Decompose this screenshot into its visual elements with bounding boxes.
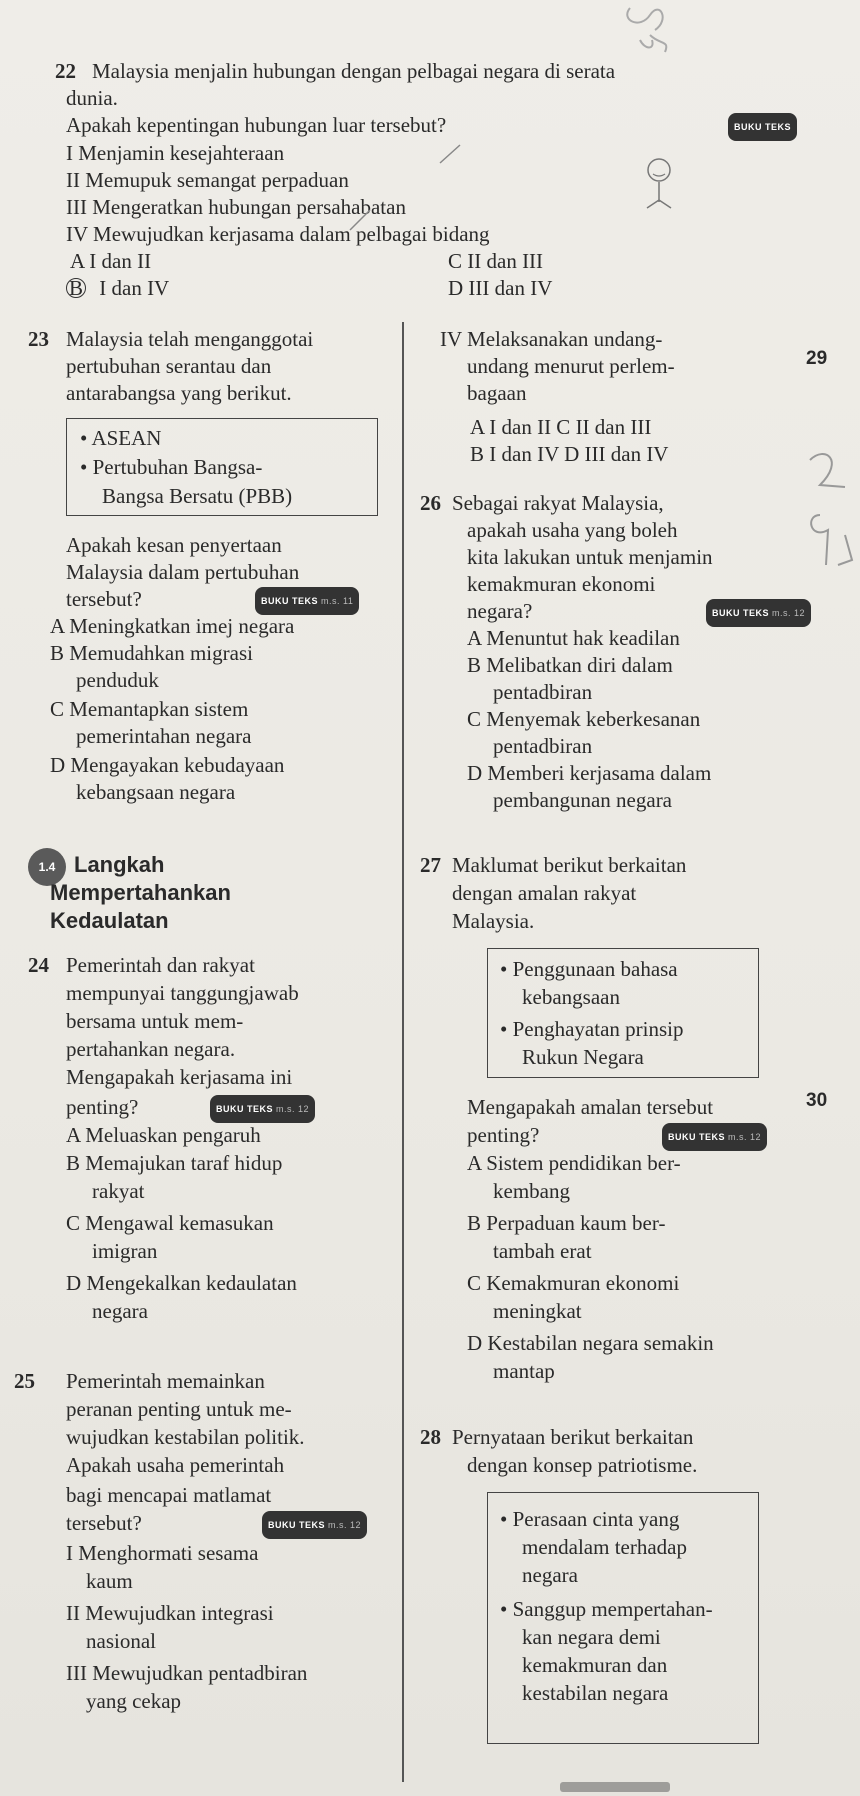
q22-option-b[interactable]: B I dan IV (70, 275, 169, 301)
q23-option-d-cont: kebangsaan negara (76, 780, 236, 804)
q27-box-item2-cont: Rukun Negara (522, 1045, 644, 1069)
q22-option-a[interactable]: A I dan II (70, 249, 152, 273)
q28-box-item2-cont2: kemakmuran dan (522, 1653, 668, 1677)
q27-option-c[interactable]: C Kemakmuran ekonomi (467, 1271, 680, 1295)
q24-option-a[interactable]: A Meluaskan pengaruh (66, 1123, 261, 1147)
q26-option-d[interactable]: D Memberi kerjasama dalam (467, 761, 712, 785)
q24-stem-line1: Pemerintah dan rakyat (66, 953, 255, 977)
q28-number: 28 (420, 1425, 441, 1449)
q28-box-item1: • Perasaan cinta yang (500, 1507, 680, 1531)
q27-option-b-cont: tambah erat (493, 1239, 592, 1263)
q24-stem-line3: bersama untuk mem- (66, 1009, 244, 1033)
q26-stem-line5: negara? (467, 599, 533, 623)
smiley-doodle (635, 150, 685, 230)
q28-box-item2: • Sanggup mempertahan- (500, 1597, 713, 1621)
q25-item-iii-cont: yang cekap (86, 1689, 182, 1713)
q27-question-line1: Mengapakah amalan tersebut (467, 1095, 714, 1119)
q27-box-item2: • Penghayatan prinsip (500, 1017, 684, 1041)
column-divider (402, 322, 404, 1782)
q23-option-a[interactable]: A Meningkatkan imej negara (50, 614, 295, 638)
q26-option-c[interactable]: C Menyemak keberkesanan (467, 707, 701, 731)
q26-option-b[interactable]: B Melibatkan diri dalam (467, 653, 673, 677)
q24-option-d[interactable]: D Mengekalkan kedaulatan (66, 1271, 297, 1295)
q24-option-c-cont: imigran (92, 1239, 158, 1263)
q23-option-c[interactable]: C Memantapkan sistem (50, 697, 249, 721)
q26-stem-line1: Sebagai rakyat Malaysia, (452, 491, 664, 515)
q22-stem-line3: Apakah kepentingan hubungan luar tersebut? (66, 113, 447, 137)
q22-stem-line2: dunia. (66, 86, 118, 110)
q26-stem-line4: kemakmuran ekonomi (467, 572, 656, 596)
q27-option-a-cont: kembang (493, 1179, 570, 1203)
q25-stem-line6: tersebut? (66, 1511, 142, 1535)
q23-item-iv-cont1: undang menurut perlem- (467, 354, 675, 378)
q24-option-b-cont: rakyat (92, 1179, 145, 1203)
q24-stem-line6: penting? (66, 1095, 139, 1119)
q25-number: 25 (14, 1369, 35, 1393)
q25-item-ii-cont: nasional (86, 1629, 156, 1653)
q28-box-item1-cont1: mendalam terhadap (522, 1535, 688, 1559)
q24-stem-line4: pertahankan negara. (66, 1037, 236, 1061)
q28-box-item2-cont3: kestabilan negara (522, 1681, 669, 1705)
q23-option-d[interactable]: D Mengayakan kebudayaan (50, 753, 285, 777)
q25-item-iii: III Mewujudkan pentadbiran (66, 1661, 308, 1685)
q23-item-iv: IV Melaksanakan undang- (440, 327, 663, 351)
q26-number: 26 (420, 491, 441, 515)
q23-option-c-cont: pemerintahan negara (76, 724, 252, 748)
q27-stem-line3: Malaysia. (452, 909, 535, 933)
q25-stem-line2: peranan penting untuk me- (66, 1397, 292, 1421)
q24-option-c[interactable]: C Mengawal kemasukan (66, 1211, 274, 1235)
q27-box-item1: • Penggunaan bahasa (500, 957, 678, 981)
q23-textbook-badge: BUKU TEKS m.s. 11 (255, 586, 359, 615)
q25-stem-line4: Apakah usaha pemerintah (66, 1453, 285, 1477)
q28-box-item1-cont2: negara (522, 1563, 578, 1587)
q24-textbook-badge: BUKU TEKS m.s. 12 (210, 1094, 315, 1123)
q26-option-c-cont: pentadbiran (493, 734, 593, 758)
q28-box-item2-cont1: kan negara demi (522, 1625, 661, 1649)
q23-item-iv-cont2: bagaan (467, 381, 527, 405)
q23-stem-line2: pertubuhan serantau dan (66, 354, 272, 378)
bottom-edge-smudge (560, 1782, 670, 1792)
q23-box-item1: • ASEAN (80, 426, 162, 450)
q24-number: 24 (28, 953, 49, 977)
margin-number-30: 30 (806, 1090, 828, 1111)
q22-option-c[interactable]: C II dan III (448, 249, 544, 273)
q23-option-b-cont: penduduk (76, 668, 159, 692)
q22-item-i: I Menjamin kesejahteraan (66, 141, 285, 165)
q25-textbook-badge: BUKU TEKS m.s. 12 (262, 1510, 367, 1539)
q23-box-item2-cont: Bangsa Bersatu (PBB) (102, 484, 293, 508)
q23-box-item2: • Pertubuhan Bangsa- (80, 455, 263, 479)
pencil-marks-q22 (330, 135, 470, 240)
q24-option-d-cont: negara (92, 1299, 148, 1323)
handwritten-numbers-doodle (800, 445, 860, 585)
q27-box-item1-cont: kebangsaan (522, 985, 620, 1009)
handwritten-scribble-top (610, 0, 690, 55)
q23-question-line3: tersebut? (66, 587, 142, 611)
section-title-line1: Langkah (74, 852, 165, 877)
q22-option-b-circled-mark: B (66, 278, 86, 298)
section-title-line2: Mempertahankan (50, 880, 231, 905)
q23-question-line2: Malaysia dalam pertubuhan (66, 560, 300, 584)
q28-stem-line1: Pernyataan berikut berkaitan (452, 1425, 694, 1449)
q23-options-ac[interactable]: A I dan II C II dan III (470, 415, 652, 439)
q25-stem-line1: Pemerintah memainkan (66, 1369, 265, 1393)
margin-number-29: 29 (806, 348, 828, 369)
q27-option-c-cont: meningkat (493, 1299, 582, 1323)
q23-stem-line1: Malaysia telah menganggotai (66, 327, 314, 351)
q27-option-d[interactable]: D Kestabilan negara semakin (467, 1331, 714, 1355)
q26-option-d-cont: pembangunan negara (493, 788, 673, 812)
q27-option-a[interactable]: A Sistem pendidikan ber- (467, 1151, 681, 1175)
q27-number: 27 (420, 853, 441, 877)
q22-textbook-badge: BUKU TEKS (728, 112, 797, 141)
q23-number: 23 (28, 327, 49, 351)
q23-options-bd[interactable]: B I dan IV D III dan IV (470, 442, 669, 466)
q22-number: 22 (55, 59, 76, 83)
q27-option-d-cont: mantap (493, 1359, 555, 1383)
section-number-icon: 1.4 (28, 848, 66, 886)
q26-textbook-badge: BUKU TEKS m.s. 12 (706, 598, 811, 627)
q24-option-b[interactable]: B Memajukan taraf hidup (66, 1151, 283, 1175)
q22-item-iii: III Mengeratkan hubungan persahabatan (66, 195, 406, 219)
q27-question-line2: penting? (467, 1123, 540, 1147)
q26-stem-line2: apakah usaha yang boleh (467, 518, 678, 542)
q24-stem-line2: mempunyai tanggungjawab (66, 981, 299, 1005)
q26-option-a[interactable]: A Menuntut hak keadilan (467, 626, 680, 650)
q27-stem-line1: Maklumat berikut berkaitan (452, 853, 687, 877)
q25-item-ii: II Mewujudkan integrasi (66, 1601, 274, 1625)
q24-stem-line5: Mengapakah kerjasama ini (66, 1065, 293, 1089)
q22-stem-line1: Malaysia menjalin hubungan dengan pelbagai negara di serata (92, 59, 616, 83)
q28-stem-line2: dengan konsep patriotisme. (467, 1453, 698, 1477)
q25-stem-line3: wujudkan kestabilan politik. (66, 1425, 305, 1449)
q22-item-iv: IV Mewujudkan kerjasama dalam pelbagai bidang (66, 222, 490, 246)
q27-stem-line2: dengan amalan rakyat (452, 881, 637, 905)
q25-item-i-cont: kaum (86, 1569, 133, 1593)
q25-item-i: I Menghormati sesama (66, 1541, 259, 1565)
q23-question-line1: Apakah kesan penyertaan (66, 533, 282, 557)
q22-item-ii: II Memupuk semangat perpaduan (66, 168, 349, 192)
q23-option-b[interactable]: B Memudahkan migrasi (50, 641, 253, 665)
q23-stem-line3: antarabangsa yang berikut. (66, 381, 292, 405)
q25-stem-line5: bagi mencapai matlamat (66, 1483, 272, 1507)
section-title-line3: Kedaulatan (50, 908, 169, 933)
q22-option-d[interactable]: D III dan IV (448, 276, 553, 300)
q27-option-b[interactable]: B Perpaduan kaum ber- (467, 1211, 666, 1235)
q26-stem-line3: kita lakukan untuk menjamin (467, 545, 713, 569)
q26-option-b-cont: pentadbiran (493, 680, 593, 704)
q27-textbook-badge: BUKU TEKS m.s. 12 (662, 1122, 767, 1151)
